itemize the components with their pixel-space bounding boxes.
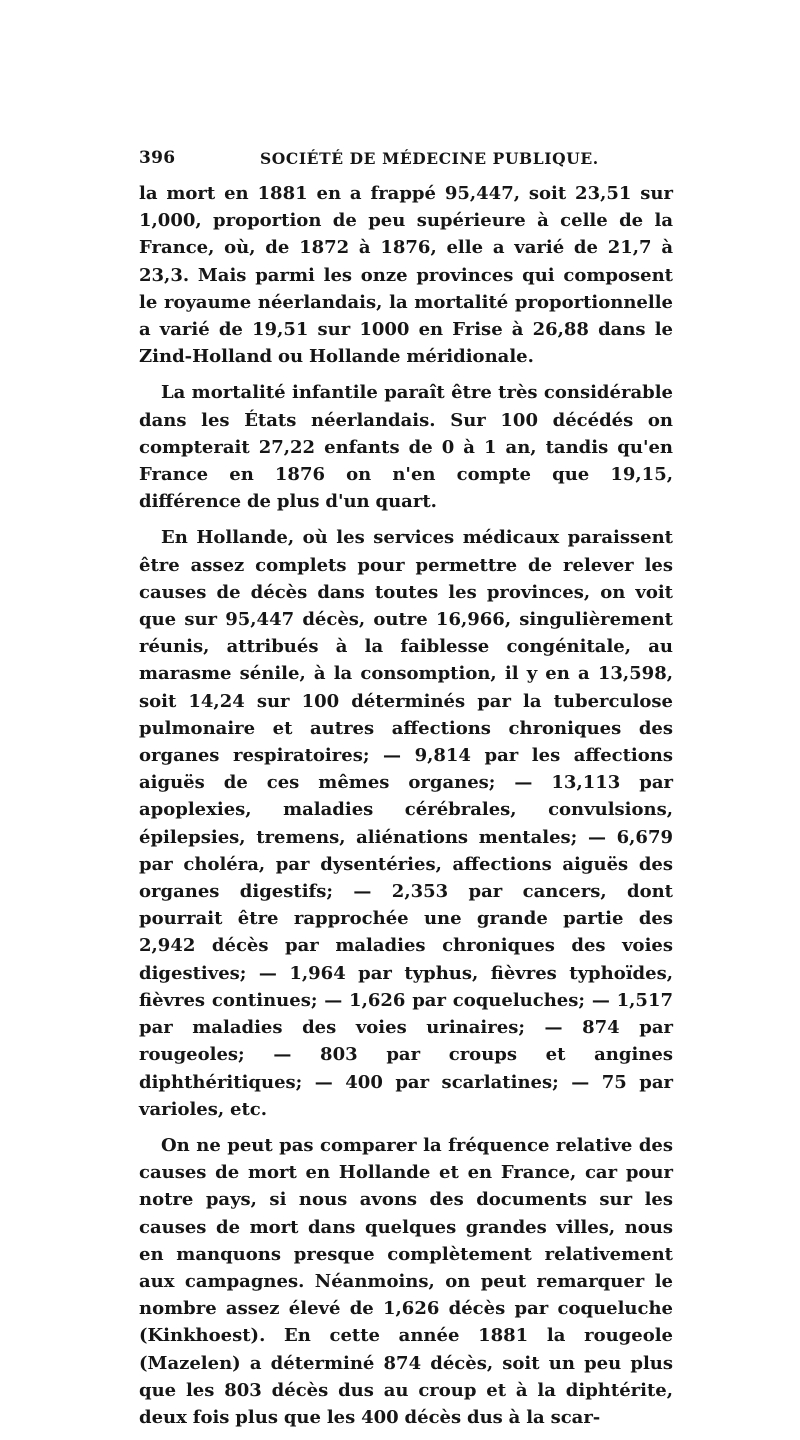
paragraph-infant-mortality: La mortalité infantile paraît être très considérable dans les États néerlandais. Sur 100 décédés on compterait 27,22 enfants de 0 à 1 an, tandis qu'en France en 1876 on n'en compte que 19,15, différence de plus d'un quart. <box>139 382 673 513</box>
paragraph-continued: la mort en 1881 en a frappé 95,447, soit 23,51 sur 1,000, proportion de peu supérieure à celle de la France, où, de 1872 à 1876, elle a varié de 21,7 à 23,3. Mais parmi les onze provinces qui composent le royaume néerlandais, la mortalité proportionnelle a varié de 19,51 sur 1000 en Frise à 26,88 dans le Zind-Holland ou Hollande méridionale. <box>139 183 673 368</box>
running-title: SOCIÉTÉ DE MÉDECINE PUBLIQUE. <box>260 149 599 168</box>
body-text <box>139 180 673 1440</box>
page-header <box>139 148 679 172</box>
page-number: 396 <box>139 148 176 168</box>
paragraph-causes-of-death: En Hollande, où les services médicaux paraissent être assez complets pour permettre de relever les causes de décès dans toutes les provinces, on voit que sur 95,447 décès, outre 16,966, singulièrement réunis, attribués à la faiblesse congénitale, au marasme sénile, à la consomption, il y en a 13,598, soit 14,24 sur 100 déterminés par la tuberculose pulmonaire et autres affections chroniques des organes respiratoires; — 9,814 par les affections aiguës de ces mêmes organes; — 13,113 par apoplexies, maladies cérébrales, convulsions, épilepsies, tremens, aliénations mentales; — 6,679 par choléra, par dysentéries, affections aiguës des organes digestifs; — 2,353 par cancers, dont pourrait être rapprochée une grande partie des 2,942 décès par maladies chroniques des voies digestives; — 1,964 par typhus, fièvres typhoïdes, fièvres continues; — 1,626 par coqueluches; — 1,517 par maladies des voies urinaires; — 874 par rougeoles; — 803 par croups et angines diphthéritiques; — 400 par scarlatines; — 75 par varioles, etc. <box>139 527 673 1120</box>
paragraph-comparison: On ne peut pas comparer la fréquence relative des causes de mort en Hollande et en France, car pour notre pays, si nous avons des documents sur les causes de mort dans quelques grandes villes, nous en manquons presque complètement relativement aux campagnes. Néanmoins, on peut remarquer le nombre assez élevé de 1,626 décès par coqueluche (Kinkhoest). En cette année 1881 la rougeole (Mazelen) a déterminé 874 décès, soit un peu plus que les 803 décès dus au croup et à la diphtérite, deux fois plus que les 400 décès dus à la scar- <box>139 1134 673 1428</box>
